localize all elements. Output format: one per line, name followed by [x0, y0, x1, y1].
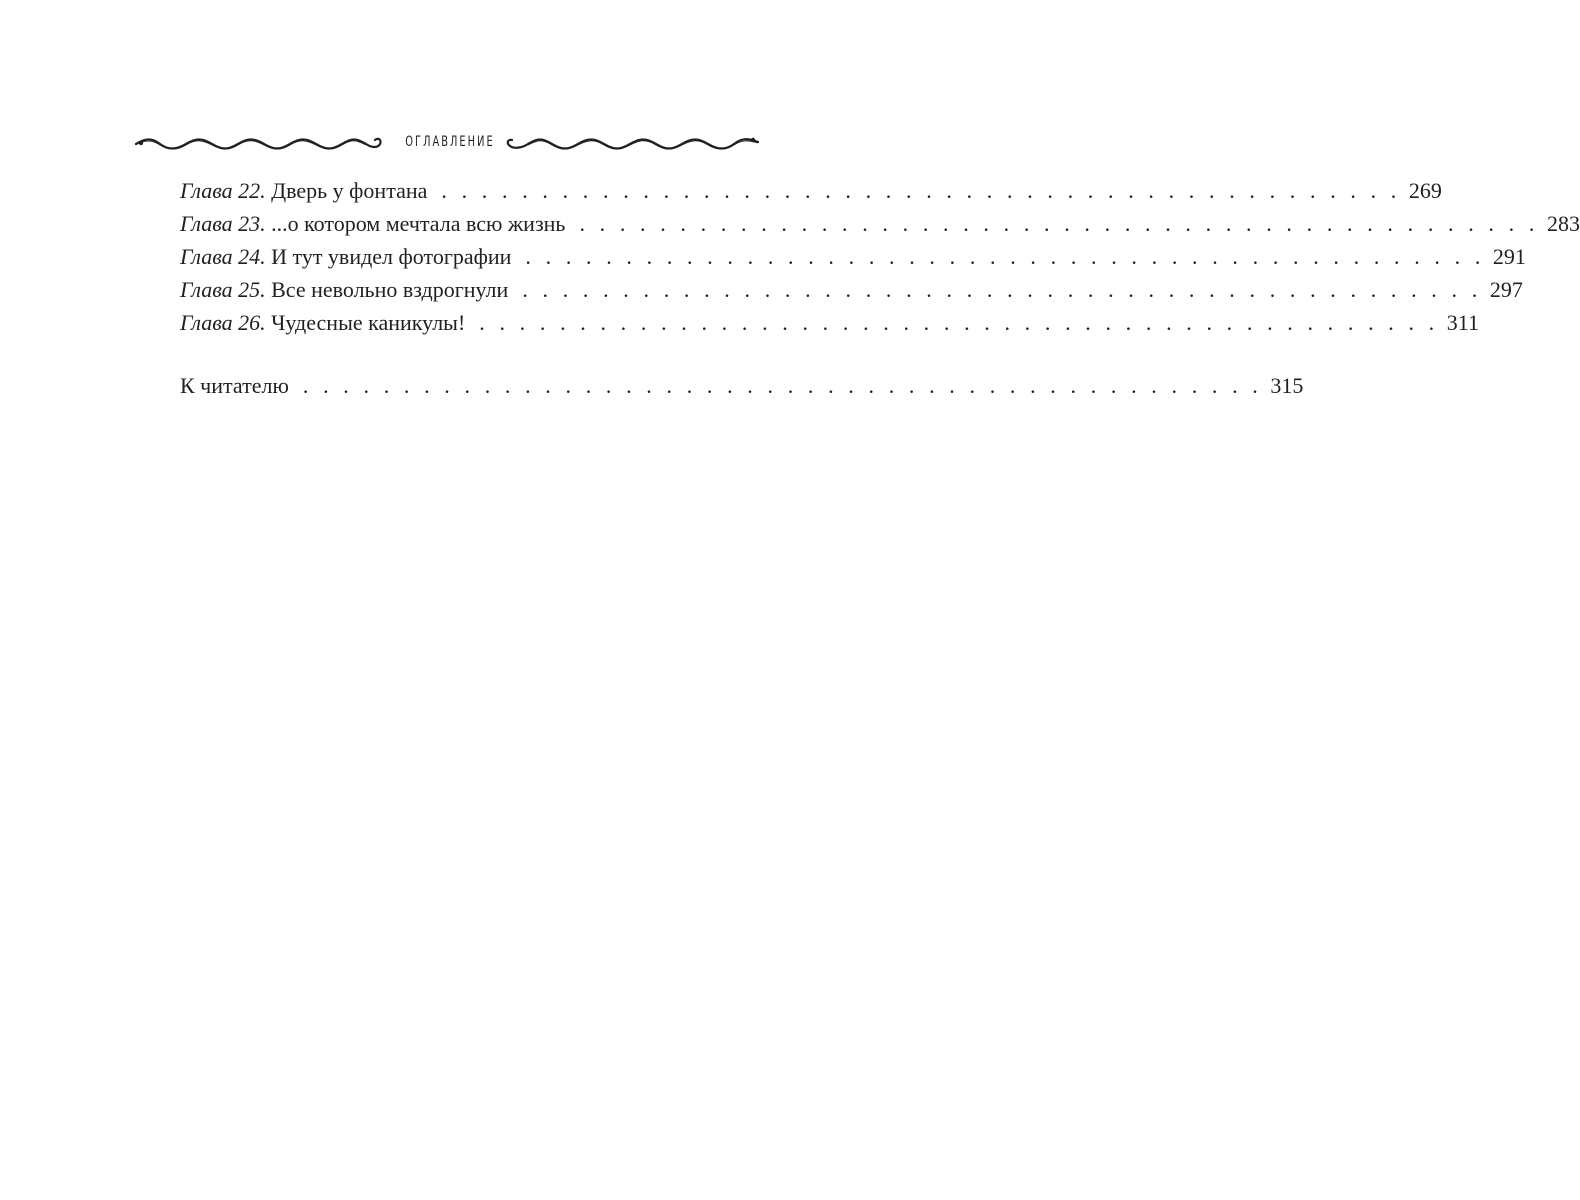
- chapter-number: Глава 23.: [180, 211, 266, 236]
- toc-entry-afterword[interactable]: [180, 369, 1304, 402]
- dot-leader: . . . . . . . . . . . . . . . . . . . . . . . . . . . . . . . . . . . . . . . . . . . . . . . .: [479, 310, 1439, 335]
- contents-title: ОГЛАВЛЕНИЕ: [405, 134, 495, 150]
- chapter-title: ...о котором мечтала всю жизнь: [271, 211, 566, 236]
- chapter-number: Глава 25.: [180, 277, 266, 302]
- page-number: 291: [1492, 244, 1526, 269]
- spacer: [180, 339, 714, 369]
- dot-leader: . . . . . . . . . . . . . . . . . . . . . . . . . . . . . . . . . . . . . . . . . . . . . . . .: [522, 277, 1482, 302]
- toc-entry-label: [180, 240, 511, 273]
- chapter-number: Глава 22.: [180, 178, 266, 203]
- chapter-title: Дверь у фонтана: [271, 178, 428, 203]
- toc-entry-label: [180, 273, 508, 306]
- toc-entry-label: [180, 207, 565, 240]
- page-number: 269: [1408, 178, 1442, 203]
- page-number: 297: [1489, 277, 1523, 302]
- dot-leader: . . . . . . . . . . . . . . . . . . . . . . . . . . . . . . . . . . . . . . . . . . . . . . . .: [441, 178, 1401, 203]
- toc-entry-chapter-26[interactable]: [180, 306, 1479, 339]
- chapter-number: Глава 26.: [180, 310, 266, 335]
- dot-leader: . . . . . . . . . . . . . . . . . . . . . . . . . . . . . . . . . . . . . . . . . . . . . . . .: [579, 211, 1539, 236]
- toc-entry-label: [180, 306, 465, 339]
- chapter-number: Глава 24.: [180, 244, 266, 269]
- page-number: 283: [1546, 211, 1580, 236]
- toc-entry-chapter-22[interactable]: [180, 174, 1442, 207]
- toc-entry-chapter-25[interactable]: [180, 273, 1523, 306]
- chapter-title: Все невольно вздрогнули: [271, 277, 509, 302]
- toc-entry-chapter-24[interactable]: [180, 240, 1526, 273]
- page-number: 315: [1270, 373, 1304, 398]
- contents-header: [0, 124, 900, 164]
- chapter-title: Чудесные каникулы!: [271, 310, 466, 335]
- dot-leader: . . . . . . . . . . . . . . . . . . . . . . . . . . . . . . . . . . . . . . . . . . . . . . . .: [302, 373, 1263, 398]
- page-number: 311: [1446, 310, 1479, 335]
- toc-entry-label: [180, 174, 427, 207]
- toc-entry-chapter-23[interactable]: [180, 207, 1580, 240]
- dot-leader: . . . . . . . . . . . . . . . . . . . . . . . . . . . . . . . . . . . . . . . . . . . . . . . .: [525, 244, 1485, 269]
- table-of-contents: [180, 174, 1580, 402]
- chapter-title: И тут увидел фотографии: [271, 244, 512, 269]
- afterword-title: К читателю: [180, 373, 289, 398]
